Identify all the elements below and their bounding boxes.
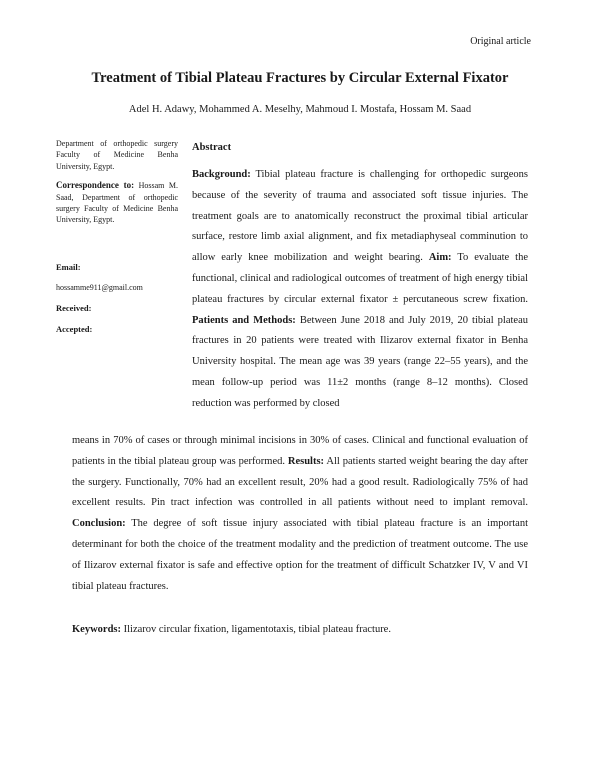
background-text: Tibial plateau fracture is challenging for orthopedic surgeons because of the severity of trauma and associated soft tissue injuries. The treatment goals are to anatomically reconstruct the proximal tibial articular surface, restore limb axial alignment, and fix metadiaphyseal comminution to allow early knee mobilization and weight bearing. bbox=[192, 169, 528, 264]
keywords bbox=[72, 624, 528, 635]
keywords-text: Ilizarov circular fixation, ligamentotaxis, tibial plateau fracture. bbox=[121, 624, 391, 635]
correspondence bbox=[56, 180, 178, 226]
abstract-body-narrow bbox=[192, 165, 528, 415]
email-address[interactable]: hossamme911@gmail.com bbox=[56, 283, 143, 293]
paper-title: Treatment of Tibial Plateau Fractures by Circular External Fixator bbox=[91, 70, 509, 86]
methods-text: Between June 2018 and July 2019, 20 tibial plateau fractures in 20 patients were treated with Ilizarov external fixator in Benha University hospital. The mean age was 39 years (range 22–55 years), and the mean follow-up period was 11±2 months (range 8–12 months). Closed reduction was performed by closed bbox=[192, 314, 528, 409]
author-list: Adel H. Adawy, Mohammed A. Meselhy, Mahmoud I. Mostafa, Hossam M. Saad bbox=[128, 104, 472, 115]
affiliation: Department of orthopedic surgery Faculty of Medicine Benha University, Egypt. bbox=[56, 139, 178, 171]
background-label: Background: bbox=[192, 169, 251, 180]
email-label: Email: bbox=[56, 261, 81, 272]
methods-label: Patients and Methods: bbox=[192, 314, 296, 326]
conclusion-text: The degree of soft tissue injury associated with tibial plateau fracture is an important determinant for both the choice of the treatment modality and the prediction of treatment outcome. The use of Ilizarov external fixator is safe and effective option for the treatment of difficult Schatzker IV, V and VI tibial plateau fractures. bbox=[72, 518, 528, 592]
article-type-label: Original article bbox=[470, 36, 531, 47]
aim-label: Aim: bbox=[428, 252, 452, 264]
results-text: All patients started weight bearing the day after the surgery. Functionally, 70% had an excellent result, 20% had a good result. Radiologically 75% of had excellent results. Pin tract infection was controlled in all patients without need to implant removal. bbox=[72, 455, 528, 509]
affiliation-sidebar bbox=[56, 138, 178, 335]
abstract-heading: Abstract bbox=[192, 142, 232, 153]
keywords-label: Keywords: bbox=[72, 624, 121, 635]
conclusion-label: Conclusion: bbox=[72, 518, 126, 530]
methods-text-continued: means in 70% of cases or through minimal incisions in 30% of cases. Clinical and functional evaluation of patients in the tibial plateau group was performed. bbox=[72, 435, 528, 467]
aim-text: To evaluate the functional, clinical and radiological outcomes of treatment of high energy tibial plateau fractures by circular external fixator ± percutaneous screw fixation. bbox=[192, 252, 528, 305]
results-label: Results: bbox=[287, 455, 325, 467]
accepted-label: Accepted: bbox=[56, 324, 93, 335]
received-label: Received: bbox=[56, 302, 92, 313]
correspondence-text: Hossam M. Saad, Department of orthopedic surgery Faculty of Medicine Benha University, Egypt. bbox=[56, 181, 179, 225]
correspondence-label: Correspondence to: bbox=[56, 180, 135, 191]
abstract-body-wide bbox=[72, 431, 528, 597]
